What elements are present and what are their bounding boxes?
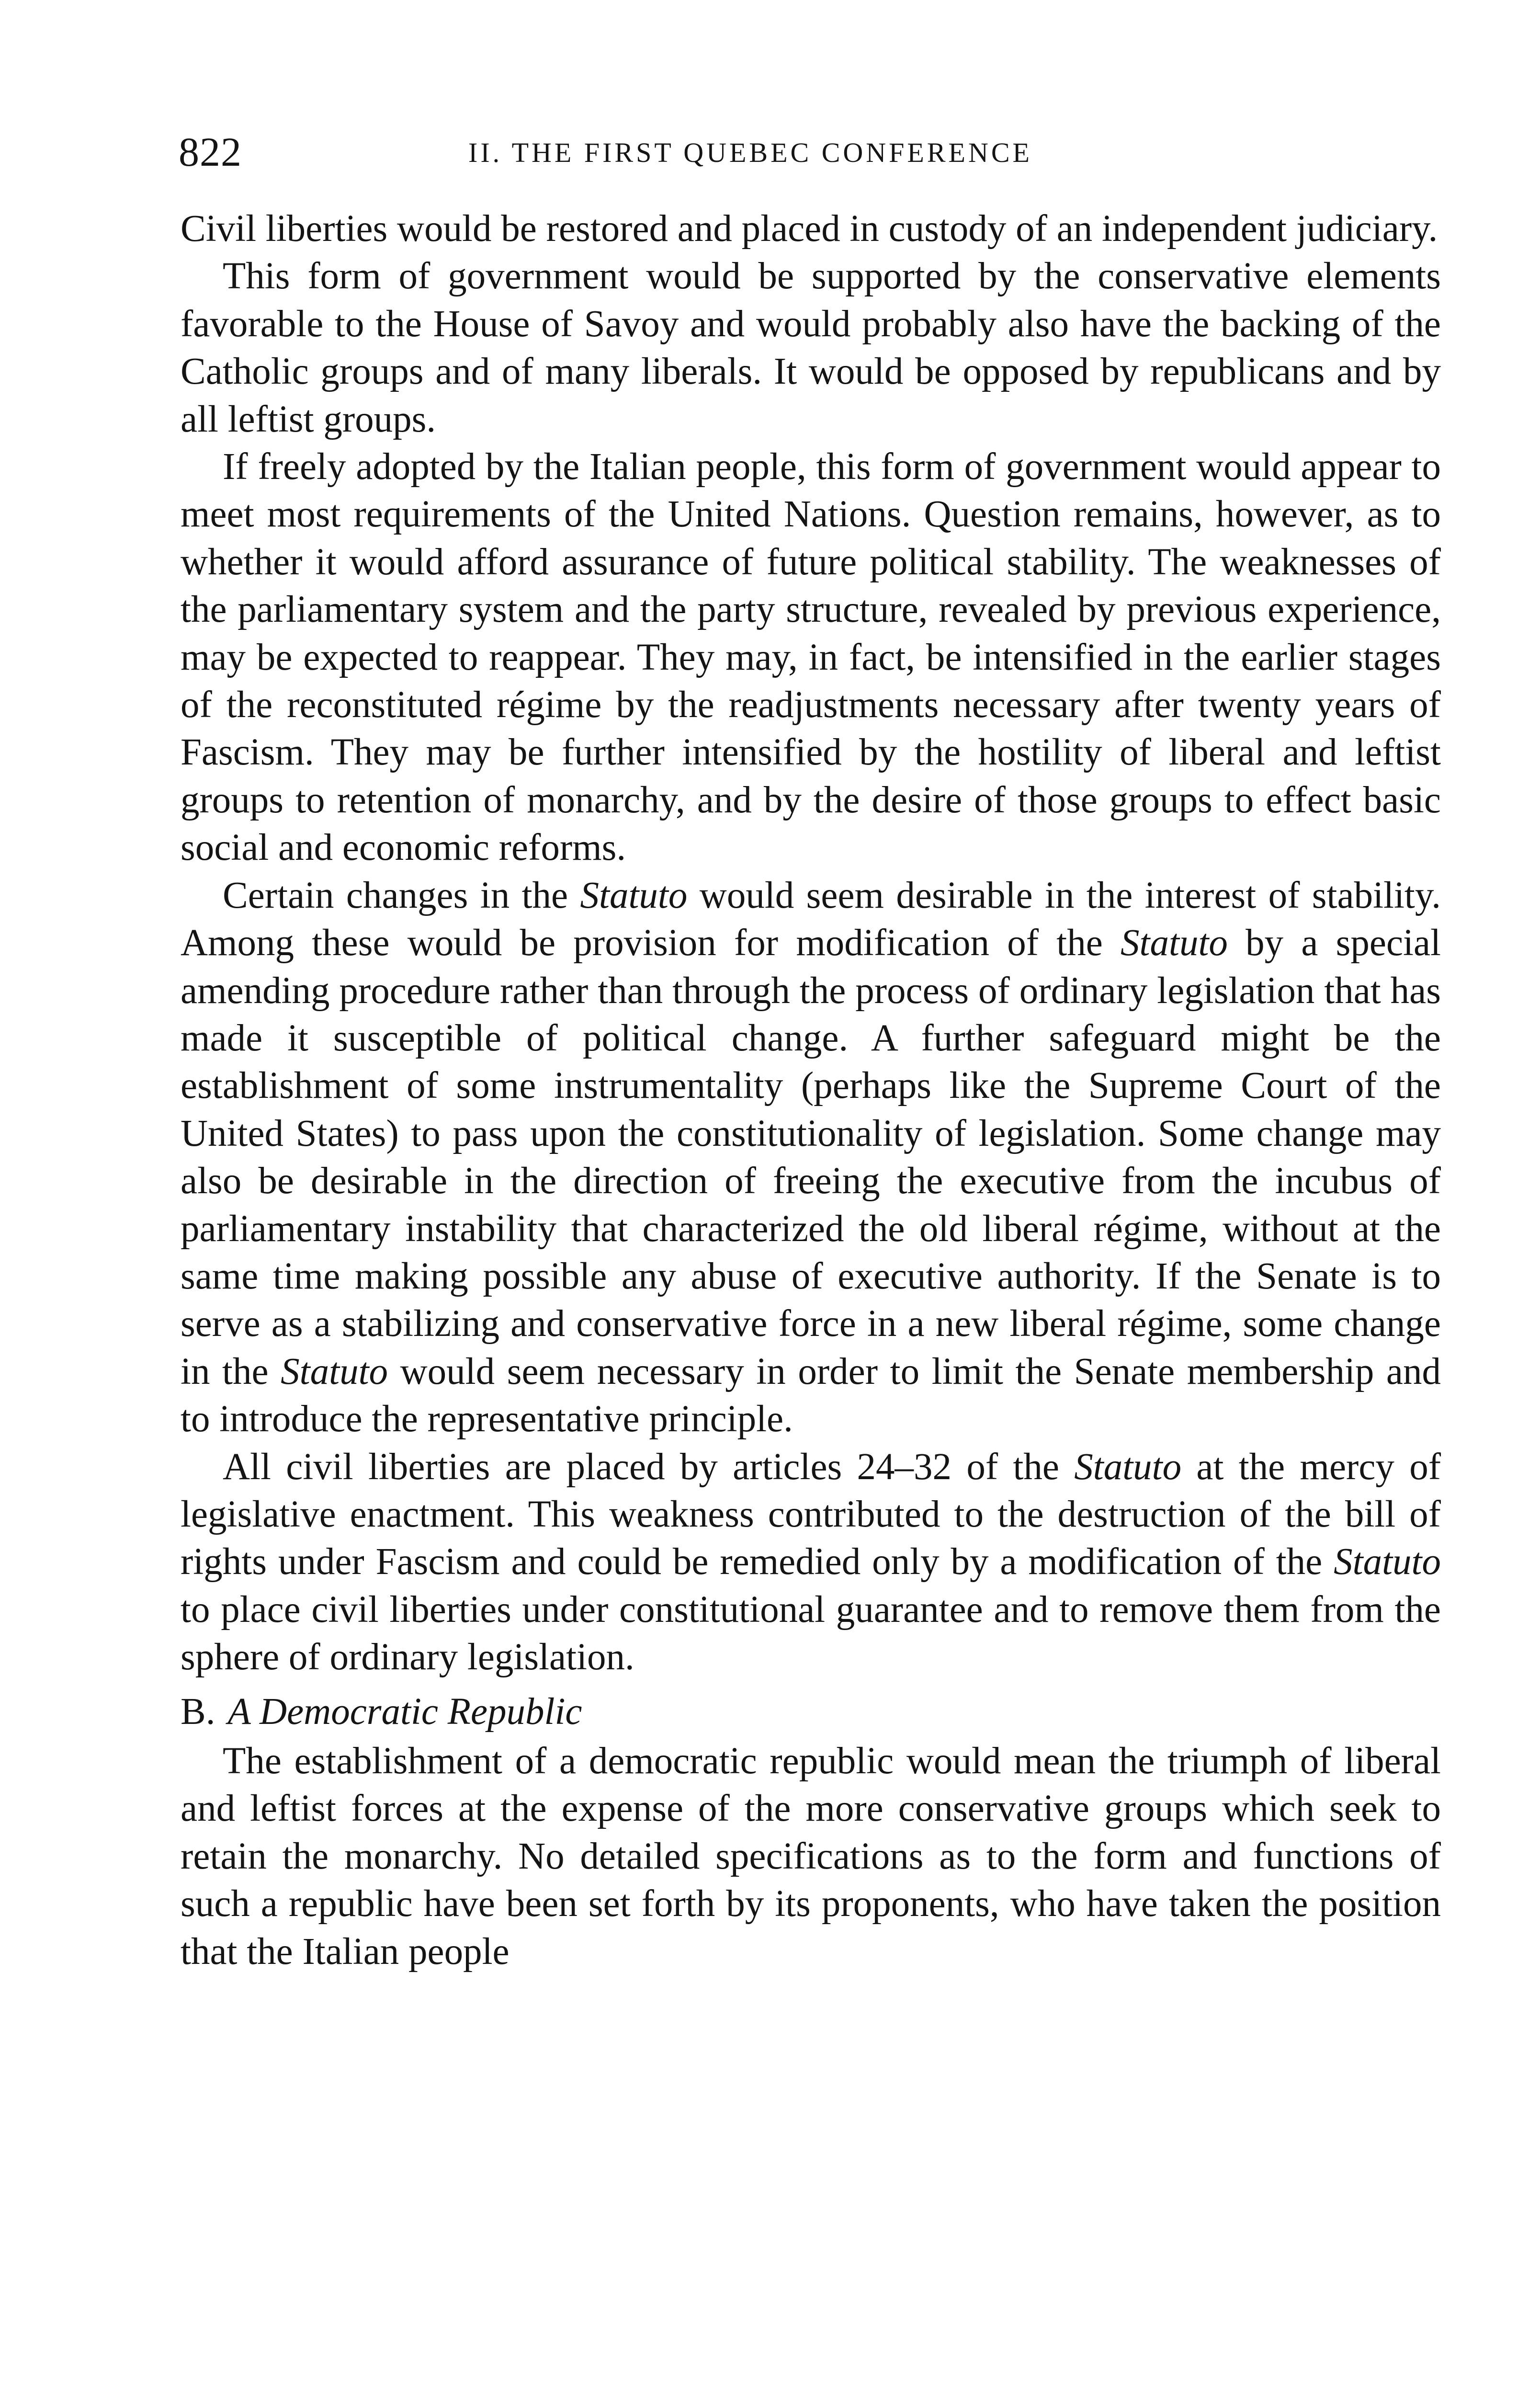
paragraph-civil-liberties-restored: Civil liberties would be restored and placed in custody of an independent judiciary. bbox=[181, 208, 1438, 250]
italic-statuto: Statuto bbox=[281, 1350, 388, 1392]
text-run: Certain changes in the bbox=[223, 874, 580, 916]
body-text bbox=[181, 205, 1441, 1975]
text-run: to place civil liberties under constitutional guarantee and to remove them from the sphere of ordinary legislation. bbox=[181, 1588, 1441, 1678]
italic-statuto: Statuto bbox=[1334, 1541, 1441, 1583]
text-run: All civil liberties are placed by articles 24–32 of the bbox=[223, 1446, 1075, 1488]
paragraph-civil-liberties-articles bbox=[181, 1443, 1441, 1681]
page-number: 822 bbox=[179, 129, 242, 175]
paragraph-democratic-republic: The establishment of a democratic republic would mean the triumph of liberal and leftist forces at the expense of the more conservative groups which seek to retain the monarchy. No detailed specifications as to the form and functions of such a republic have been set forth by its proponents, who have taken the position that the Italian people bbox=[181, 1740, 1441, 1973]
running-head: II. THE FIRST QUEBEC CONFERENCE bbox=[468, 137, 1032, 168]
page-header bbox=[179, 125, 1443, 178]
italic-statuto: Statuto bbox=[580, 874, 688, 916]
italic-statuto: Statuto bbox=[1121, 922, 1228, 964]
paragraph-statuto-changes bbox=[181, 872, 1441, 1443]
text-run: would seem desirable in the interest of stability. Among these would be provision for modification of the bbox=[181, 874, 1441, 964]
text-run: would seem necessary in order to limit the Senate membership and to introduce the representative principle. bbox=[181, 1350, 1441, 1440]
italic-statuto: Statuto bbox=[1074, 1446, 1182, 1488]
section-heading bbox=[181, 1688, 1441, 1735]
text-run: by a special amending procedure rather than through the process of ordinary legislation that has made it susceptible of political change. A further safeguard might be the establishment of some instrumentality (perhaps like the Supreme Court of the United States) to pass upon the constitutionality of legislation. Some change may also be desirable in the direction of freeing the executive from the incubus of parliamentary instability that characterized the old liberal régime, without at the same time making possible any abuse of executive authority. If the Senate is to serve as a stabilizing and conservative force in a new liberal régime, some change in the bbox=[181, 922, 1441, 1392]
paragraph-supporters: This form of government would be supported by the conservative elements favorable to the House of Savoy and would probably also have the backing of the Catholic groups and of many liberals. It would be opposed by republicans and by all leftist groups. bbox=[181, 255, 1441, 440]
section-letter: B. bbox=[181, 1690, 215, 1733]
section-title: A Democratic Republic bbox=[227, 1690, 582, 1733]
text-run: at the mercy of legislative enactment. This weakness contributed to the destruction of the bill of rights under Fascism and could be remedied only by a modification of the bbox=[181, 1446, 1441, 1583]
paragraph-stability-question: If freely adopted by the Italian people, this form of government would appear to meet most requirements of the United Nations. Question remains, however, as to whether it would afford assurance of future political stability. The weaknesses of the parliamentary system and the party structure, revealed by previous experience, may be expected to reappear. They may, in fact, be intensified in the earlier stages of the reconstituted régime by the readjustments necessary after twenty years of Fascism. They may be further intensified by the hostility of liberal and leftist groups to retention of monarchy, and by the desire of those groups to effect basic social and economic reforms. bbox=[181, 446, 1441, 869]
